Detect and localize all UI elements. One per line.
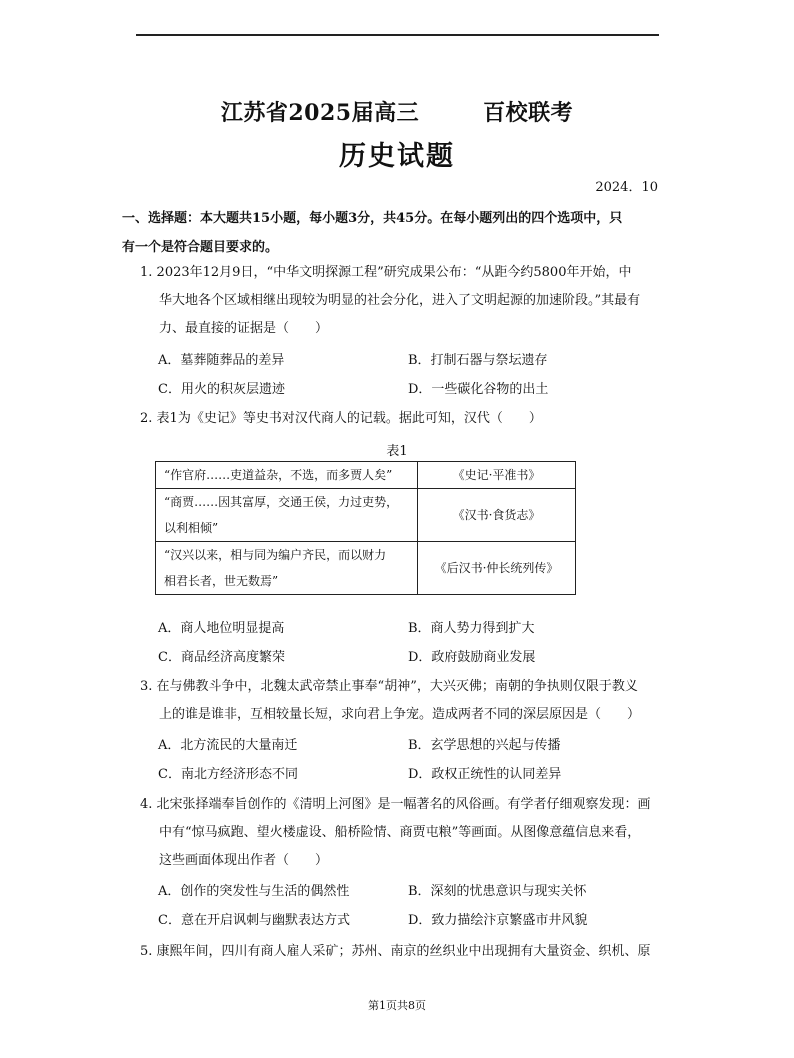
option-d[interactable]: D．一些碳化谷物的出土 xyxy=(408,382,549,397)
table-caption: 表1 xyxy=(386,444,408,459)
quote-line: “商贾……因其富厚，交通王侯，力过吏势， xyxy=(164,495,399,509)
option-b[interactable]: B．玄学思想的兴起与传播 xyxy=(408,738,561,753)
quote-line: “汉兴以来，相与同为编户齐民，而以财力 xyxy=(164,548,387,562)
option-a[interactable]: A．北方流民的大量南迁 xyxy=(158,738,298,753)
exam-title-left: 江苏省2025届高三 xyxy=(220,100,420,126)
table-source: 《后汉书·仲长统列传》 xyxy=(418,542,576,595)
table-row xyxy=(156,542,576,595)
question-2-options xyxy=(158,614,658,672)
option-c[interactable]: C．意在开启讽刺与幽默表达方式 xyxy=(158,913,350,928)
option-b[interactable]: B．深刻的忧患意识与现实关怀 xyxy=(408,884,587,899)
question-text: 2023年12月9日，“中华文明探源工程”研究成果公布：“从距今约5800年开始，中 xyxy=(156,265,632,280)
question-4 xyxy=(140,791,660,875)
section-heading-line2: 有一个是符合题目要求的。 xyxy=(122,240,279,255)
question-text: 在与佛教斗争中，北魏太武帝禁止事奉“胡神”，大兴灭佛；南朝的争执则仅限于教义 xyxy=(156,679,638,694)
option-c[interactable]: C．用火的积灰层遗迹 xyxy=(158,382,285,397)
table-quote xyxy=(156,542,418,595)
page-footer: 第1页共8页 xyxy=(368,999,426,1012)
question-5 xyxy=(140,938,660,966)
exam-title xyxy=(0,96,794,127)
question-4-options xyxy=(158,877,658,935)
question-text: 这些画面体现出作者（ ） xyxy=(159,853,329,868)
section-heading-line1: 一、选择题：本大题共15小题，每小题3分，共45分。在每小题列出的四个选项中，只 xyxy=(122,211,623,226)
table-quote xyxy=(156,489,418,542)
question-text: 北宋张择端奉旨创作的《清明上河图》是一幅著名的风俗画。有学者仔细观察发现：画 xyxy=(156,797,651,812)
question-1-options xyxy=(158,346,658,404)
exam-date: 2024．10 xyxy=(595,180,658,195)
section-heading xyxy=(122,204,662,262)
table-source: 《史记·平准书》 xyxy=(418,462,576,489)
option-a[interactable]: A．商人地位明显提高 xyxy=(158,621,285,636)
option-c[interactable]: C．商品经济高度繁荣 xyxy=(158,650,285,665)
table-quote xyxy=(156,462,418,489)
question-text: 表1为《史记》等史书对汉代商人的记载。据此可知，汉代（ ） xyxy=(156,411,542,426)
table-row xyxy=(156,489,576,542)
question-number: 5. xyxy=(140,944,153,959)
top-rule xyxy=(136,34,659,36)
question-text: 康熙年间，四川有商人雇人采矿；苏州、南京的丝织业中出现拥有大量资金、织机、原 xyxy=(156,944,651,959)
option-b[interactable]: B．商人势力得到扩大 xyxy=(408,621,535,636)
option-d[interactable]: D．政权正统性的认同差异 xyxy=(408,767,562,782)
option-a[interactable]: A．墓葬随葬品的差异 xyxy=(158,353,285,368)
exam-subject: 历史试题 xyxy=(339,141,455,172)
option-c[interactable]: C．南北方经济形态不同 xyxy=(158,767,298,782)
question-number: 1. xyxy=(140,265,153,280)
question-2 xyxy=(140,405,660,433)
quote-line: 以利相倾” xyxy=(164,521,219,535)
question-text: 力、最直接的证据是（ ） xyxy=(159,321,329,336)
quote-line: 相君长者，世无数焉” xyxy=(164,574,279,588)
table-row xyxy=(156,462,576,489)
exam-title-right: 百校联考 xyxy=(483,100,574,126)
history-table xyxy=(155,461,576,595)
question-text: 上的谁是谁非，互相较量长短，求向君上争宠。造成两者不同的深层原因是（ ） xyxy=(159,707,641,722)
option-b[interactable]: B．打制石器与祭坛遗存 xyxy=(408,353,548,368)
question-1 xyxy=(140,259,660,343)
question-text: 华大地各个区域相继出现较为明显的社会分化，进入了文明起源的加速阶段。”其最有 xyxy=(159,293,641,308)
question-3-options xyxy=(158,731,658,789)
question-text: 中有“惊马疯跑、望火楼虚设、船桥险情、商贾屯粮”等画面。从图像意蕴信息来看， xyxy=(159,825,641,840)
question-3 xyxy=(140,673,660,729)
option-a[interactable]: A．创作的突发性与生活的偶然性 xyxy=(158,884,350,899)
quote-line: “作官府……吏道益杂，不选，而多贾人矣” xyxy=(164,468,393,482)
question-number: 4. xyxy=(140,797,153,812)
option-d[interactable]: D．致力描绘汴京繁盛市井风貌 xyxy=(408,913,588,928)
question-number: 3. xyxy=(140,679,153,694)
question-number: 2. xyxy=(140,411,153,426)
table-source: 《汉书·食货志》 xyxy=(418,489,576,542)
option-d[interactable]: D．政府鼓励商业发展 xyxy=(408,650,536,665)
